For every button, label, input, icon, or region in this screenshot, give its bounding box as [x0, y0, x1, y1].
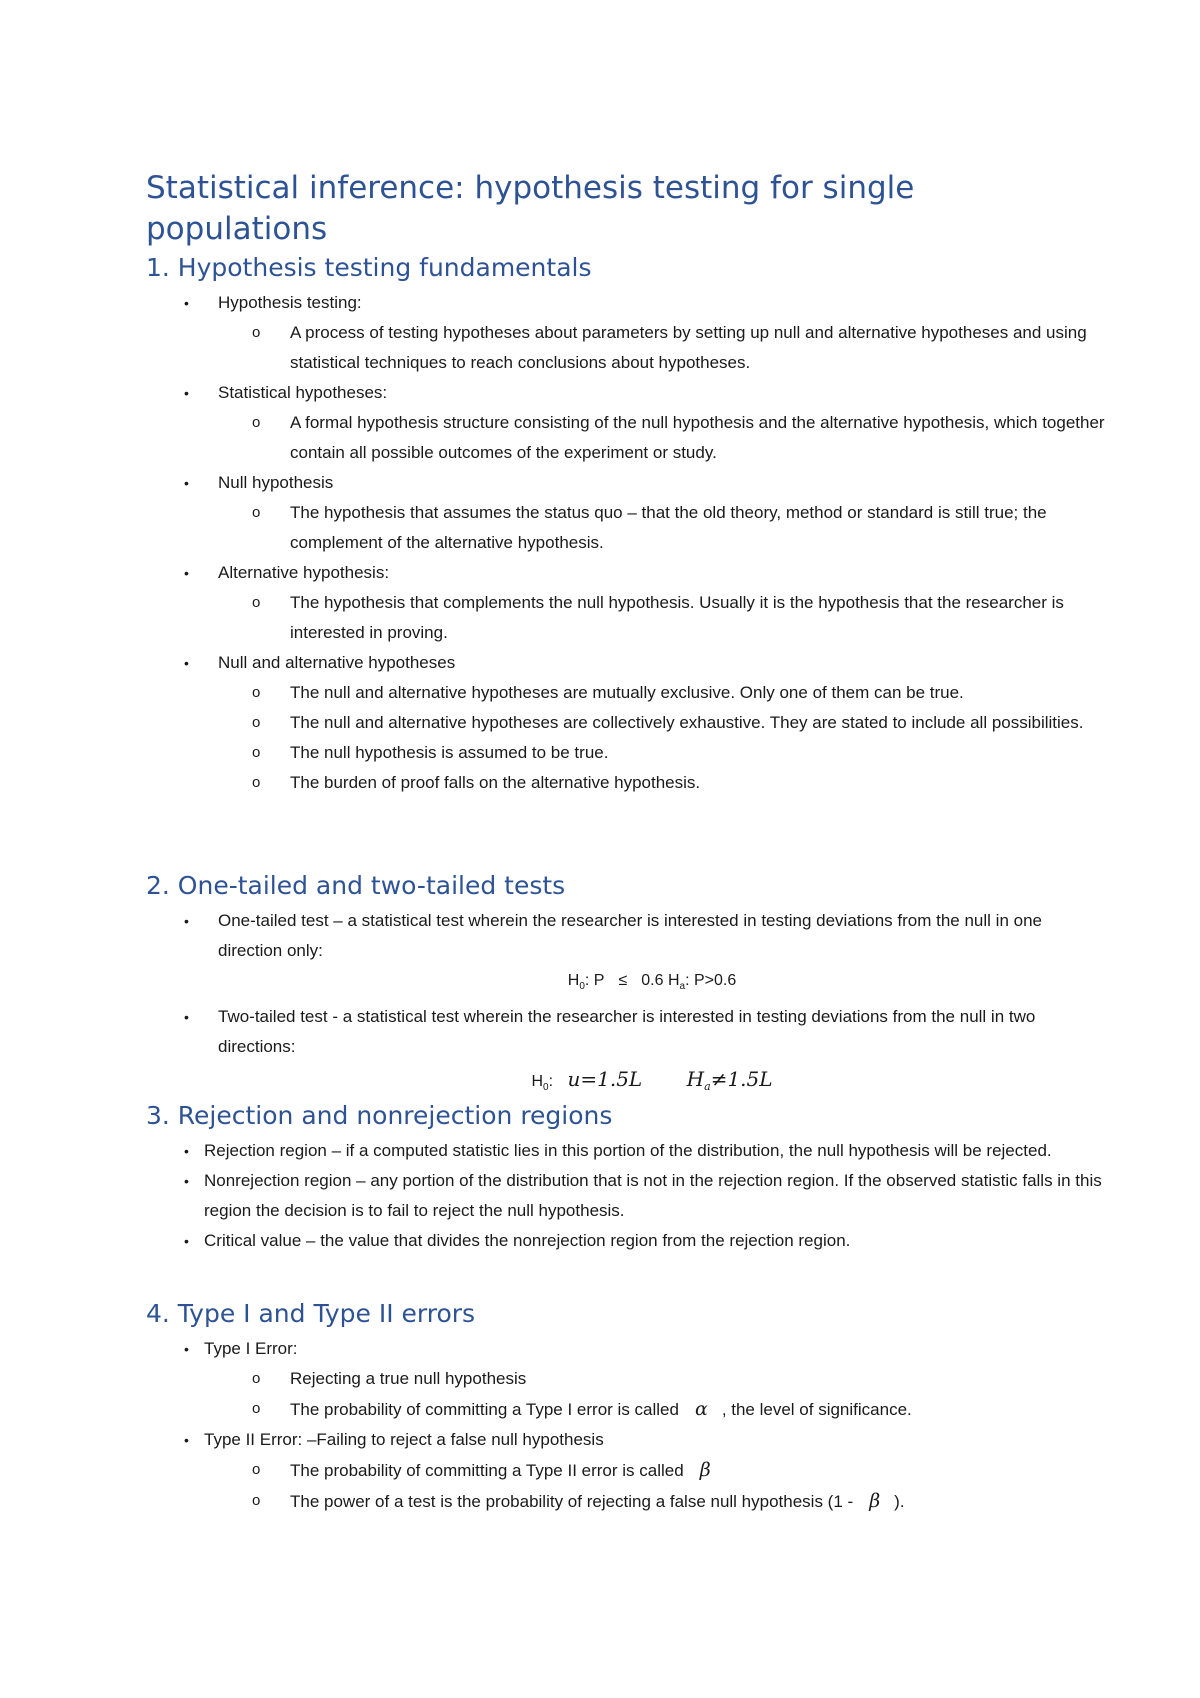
sub-list-item	[216, 768, 1106, 798]
sub-list	[218, 588, 1106, 648]
formula-null-expression: u=1.5L	[567, 1067, 643, 1092]
sub-list-item-text: The hypothesis that complements the null hypothesis. Usually it is the hypothesis that the researcher is interested in proving.	[290, 593, 1064, 642]
list-item	[146, 1136, 1106, 1166]
formula-h0: H	[531, 1073, 544, 1091]
two-tailed-formula	[218, 1062, 1106, 1105]
bullet-list	[146, 1334, 1106, 1517]
sub-bullet-icon: o	[252, 504, 261, 521]
sub-list-item	[216, 678, 1106, 708]
bullet-icon: •	[184, 385, 189, 401]
section-heading: 1. Hypothesis testing fundamentals	[146, 253, 592, 282]
bullet-list	[146, 906, 1106, 1105]
sub-list-item-text: The probability of committing a Type II error is called	[290, 1461, 684, 1480]
list-item-text: Critical value – the value that divides the nonrejection region from the rejection region.	[204, 1231, 851, 1250]
bullet-icon: •	[184, 1143, 189, 1159]
sub-list-item-text: The null and alternative hypotheses are mutually exclusive. Only one of them can be true.	[290, 683, 964, 702]
sub-list	[218, 678, 1106, 798]
list-item-label: Null and alternative hypotheses	[218, 653, 456, 672]
sub-list-item	[216, 588, 1106, 648]
bullet-icon: •	[184, 295, 189, 311]
section-heading: 3. Rejection and nonrejection regions	[146, 1101, 613, 1130]
sub-list-item-text: Rejecting a true null hypothesis	[290, 1369, 527, 1388]
section-error-types	[146, 1298, 1106, 1517]
formula-ha: H	[686, 1067, 705, 1092]
sub-bullet-icon: o	[252, 414, 261, 431]
list-item-label: Null hypothesis	[218, 473, 334, 492]
section-heading: 4. Type I and Type II errors	[146, 1299, 476, 1328]
formula-rest: : P>0.6	[685, 972, 737, 989]
sub-bullet-icon: o	[252, 684, 261, 701]
sub-list-item-text: The power of a test is the probability of rejecting a false null hypothesis (1 -	[290, 1492, 854, 1511]
sub-list-item	[216, 738, 1106, 768]
list-item	[146, 648, 1106, 798]
sub-list-item-text: The hypothesis that assumes the status quo – that the old theory, method or standard is still true; the complement of the alternative hypothesis.	[290, 503, 1047, 552]
bullet-icon: •	[184, 655, 189, 671]
list-item-label: Hypothesis testing:	[218, 293, 362, 312]
list-item	[146, 1334, 1106, 1425]
list-item	[146, 1002, 1106, 1105]
bullet-icon: •	[184, 1173, 189, 1189]
list-item	[146, 1226, 1106, 1256]
formula-le-symbol: ≤	[618, 972, 628, 989]
sub-list	[218, 408, 1106, 468]
bullet-list	[146, 288, 1106, 798]
formula-colon: :	[548, 1073, 554, 1091]
sub-bullet-icon: o	[252, 1400, 261, 1417]
sub-list	[218, 1455, 1106, 1517]
sub-bullet-icon: o	[252, 744, 261, 761]
list-item	[146, 378, 1106, 468]
list-item-text: One-tailed test – a statistical test wherein the researcher is interested in testing deviations from the null in one direction only:	[218, 911, 1042, 960]
beta-symbol: β	[699, 1459, 711, 1481]
section-rejection-regions	[146, 1100, 1106, 1256]
list-item	[146, 288, 1106, 378]
list-item-label: Type II Error: –Failing to reject a false null hypothesis	[204, 1430, 604, 1449]
sub-list-item-text: ).	[894, 1492, 905, 1511]
bullet-icon: •	[184, 1233, 189, 1249]
formula-ha-subscript: a	[704, 1080, 711, 1094]
formula-h0-subscript: 0	[579, 981, 585, 993]
list-item-label: Statistical hypotheses:	[218, 383, 388, 402]
list-item-text: Rejection region – if a computed statistic lies in this portion of the distribution, the null hypothesis will be rejected.	[204, 1141, 1052, 1160]
bullet-icon: •	[184, 1341, 189, 1357]
list-item-text: Two-tailed test - a statistical test wherein the researcher is interested in testing deviations from the null in two directions:	[218, 1007, 1036, 1057]
list-item-label: Alternative hypothesis:	[218, 563, 390, 582]
one-tailed-formula	[218, 966, 1106, 1002]
list-item	[146, 906, 1106, 1002]
sub-list-item-text: , the level of significance.	[721, 1400, 912, 1419]
list-item-text: Nonrejection region – any portion of the distribution that is not in the rejection region. If the observed statistic falls in this region the decision is to fail to reject the null hypothesis.	[204, 1171, 1102, 1220]
formula-alt-expression: ≠1.5L	[710, 1067, 773, 1092]
sub-list-item-text: A formal hypothesis structure consisting of the null hypothesis and the alternative hypothesis, which together contain all possible outcomes of the experiment or study.	[290, 413, 1105, 462]
bullet-icon: •	[184, 475, 189, 491]
formula-ha-subscript: a	[679, 981, 686, 993]
sub-list	[218, 498, 1106, 558]
bullet-icon: •	[184, 1009, 189, 1026]
sub-list-item-text: A process of testing hypotheses about parameters by setting up null and alternative hypotheses and using statistical techniques to reach conclusions about hypotheses.	[290, 323, 1087, 372]
list-item	[146, 558, 1106, 648]
sub-bullet-icon: o	[252, 1492, 261, 1509]
sub-list-item	[216, 1486, 1106, 1517]
formula-h0-subscript: 0	[543, 1082, 549, 1094]
sub-bullet-icon: o	[252, 1461, 261, 1478]
sub-list-item	[216, 708, 1106, 738]
sub-list-item	[216, 408, 1106, 468]
sub-list-item-text: The null hypothesis is assumed to be true.	[290, 743, 609, 762]
formula-p: : P	[584, 972, 605, 989]
alpha-symbol: α	[694, 1398, 708, 1420]
sub-list-item-text: The probability of committing a Type I error is called	[290, 1400, 679, 1419]
list-item-label: Type I Error:	[204, 1339, 298, 1358]
sub-list-item	[216, 1394, 1106, 1425]
sub-list-item-text: The burden of proof falls on the alternative hypothesis.	[290, 773, 701, 792]
sub-bullet-icon: o	[252, 594, 261, 611]
bullet-icon: •	[184, 1432, 189, 1448]
bullet-icon: •	[184, 913, 189, 929]
section-heading: 2. One-tailed and two-tailed tests	[146, 871, 566, 900]
page-title: Statistical inference: hypothesis testing for single populations	[146, 170, 915, 247]
sub-list-item	[216, 1364, 1106, 1394]
formula-h0: H	[567, 972, 580, 989]
list-item	[146, 1425, 1106, 1517]
section-hypothesis-fundamentals	[146, 252, 1106, 798]
sub-bullet-icon: o	[252, 1370, 261, 1387]
bullet-list	[146, 1136, 1106, 1256]
sub-list	[218, 1364, 1106, 1425]
sub-bullet-icon: o	[252, 774, 261, 791]
sub-list-item	[216, 1455, 1106, 1486]
beta-symbol: β	[869, 1490, 881, 1512]
section-tailed-tests	[146, 870, 1106, 1105]
sub-bullet-icon: o	[252, 324, 261, 341]
formula-value: 0.6 H	[641, 972, 680, 989]
sub-list-item	[216, 318, 1106, 378]
list-item	[146, 468, 1106, 558]
sub-list-item-text: The null and alternative hypotheses are collectively exhaustive. They are stated to include all possibilities.	[290, 713, 1084, 732]
list-item	[146, 1166, 1106, 1226]
bullet-icon: •	[184, 565, 189, 581]
sub-list	[218, 318, 1106, 378]
sub-bullet-icon: o	[252, 714, 261, 731]
sub-list-item	[216, 498, 1106, 558]
